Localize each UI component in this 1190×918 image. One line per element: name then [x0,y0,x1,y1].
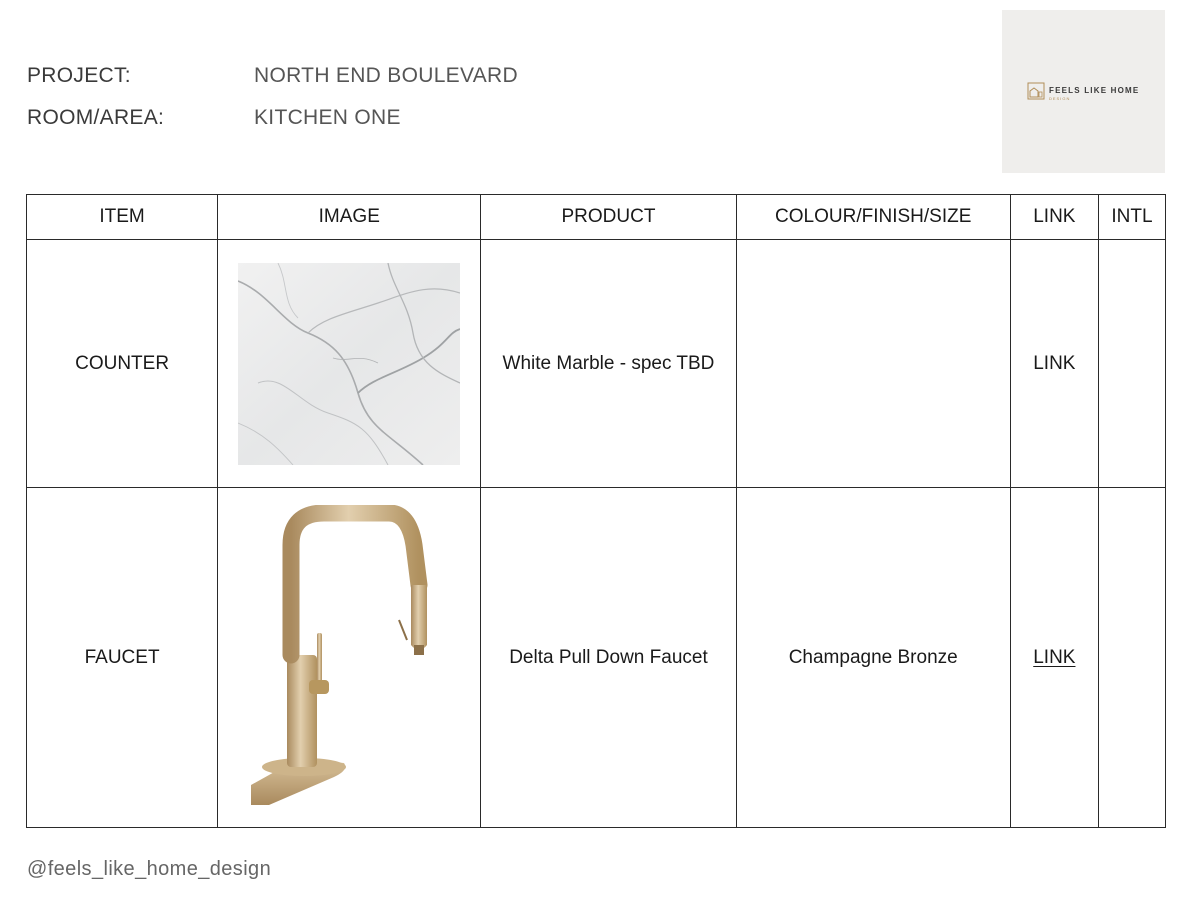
cell-product: Delta Pull Down Faucet [481,488,736,828]
brand-sub: DESIGN [1049,96,1071,101]
cell-link[interactable]: LINK [1010,240,1098,488]
brand-name: FEELS LIKE HOME [1049,86,1140,95]
cell-item: FAUCET [27,488,218,828]
cell-intl [1098,488,1165,828]
faucet-image [249,505,449,810]
cell-product: White Marble - spec TBD [481,240,736,488]
cell-link[interactable]: LINK [1010,488,1098,828]
brand-logo [1002,10,1165,173]
cell-finish: Champagne Bronze [736,488,1010,828]
table-row [27,240,1166,488]
header-image: IMAGE [218,195,481,240]
header-product: PRODUCT [481,195,736,240]
cell-intl [1098,240,1165,488]
room-label: ROOM/AREA: [27,106,165,129]
header-item: ITEM [27,195,218,240]
header-finish: COLOUR/FINISH/SIZE [736,195,1010,240]
social-handle: @feels_like_home_design [27,858,272,880]
cell-image [218,240,481,488]
spec-table [26,194,1166,828]
cell-finish [736,240,1010,488]
house-icon [1027,82,1045,100]
cell-item: COUNTER [27,240,218,488]
header-intl: INTL [1098,195,1165,240]
room-value: KITCHEN ONE [254,106,401,129]
marble-swatch-image [238,263,460,465]
header-link: LINK [1010,195,1098,240]
cell-image [218,488,481,828]
table-row [27,488,1166,828]
project-label: PROJECT: [27,64,131,87]
project-value: NORTH END BOULEVARD [254,64,518,87]
table-header-row [27,195,1166,240]
